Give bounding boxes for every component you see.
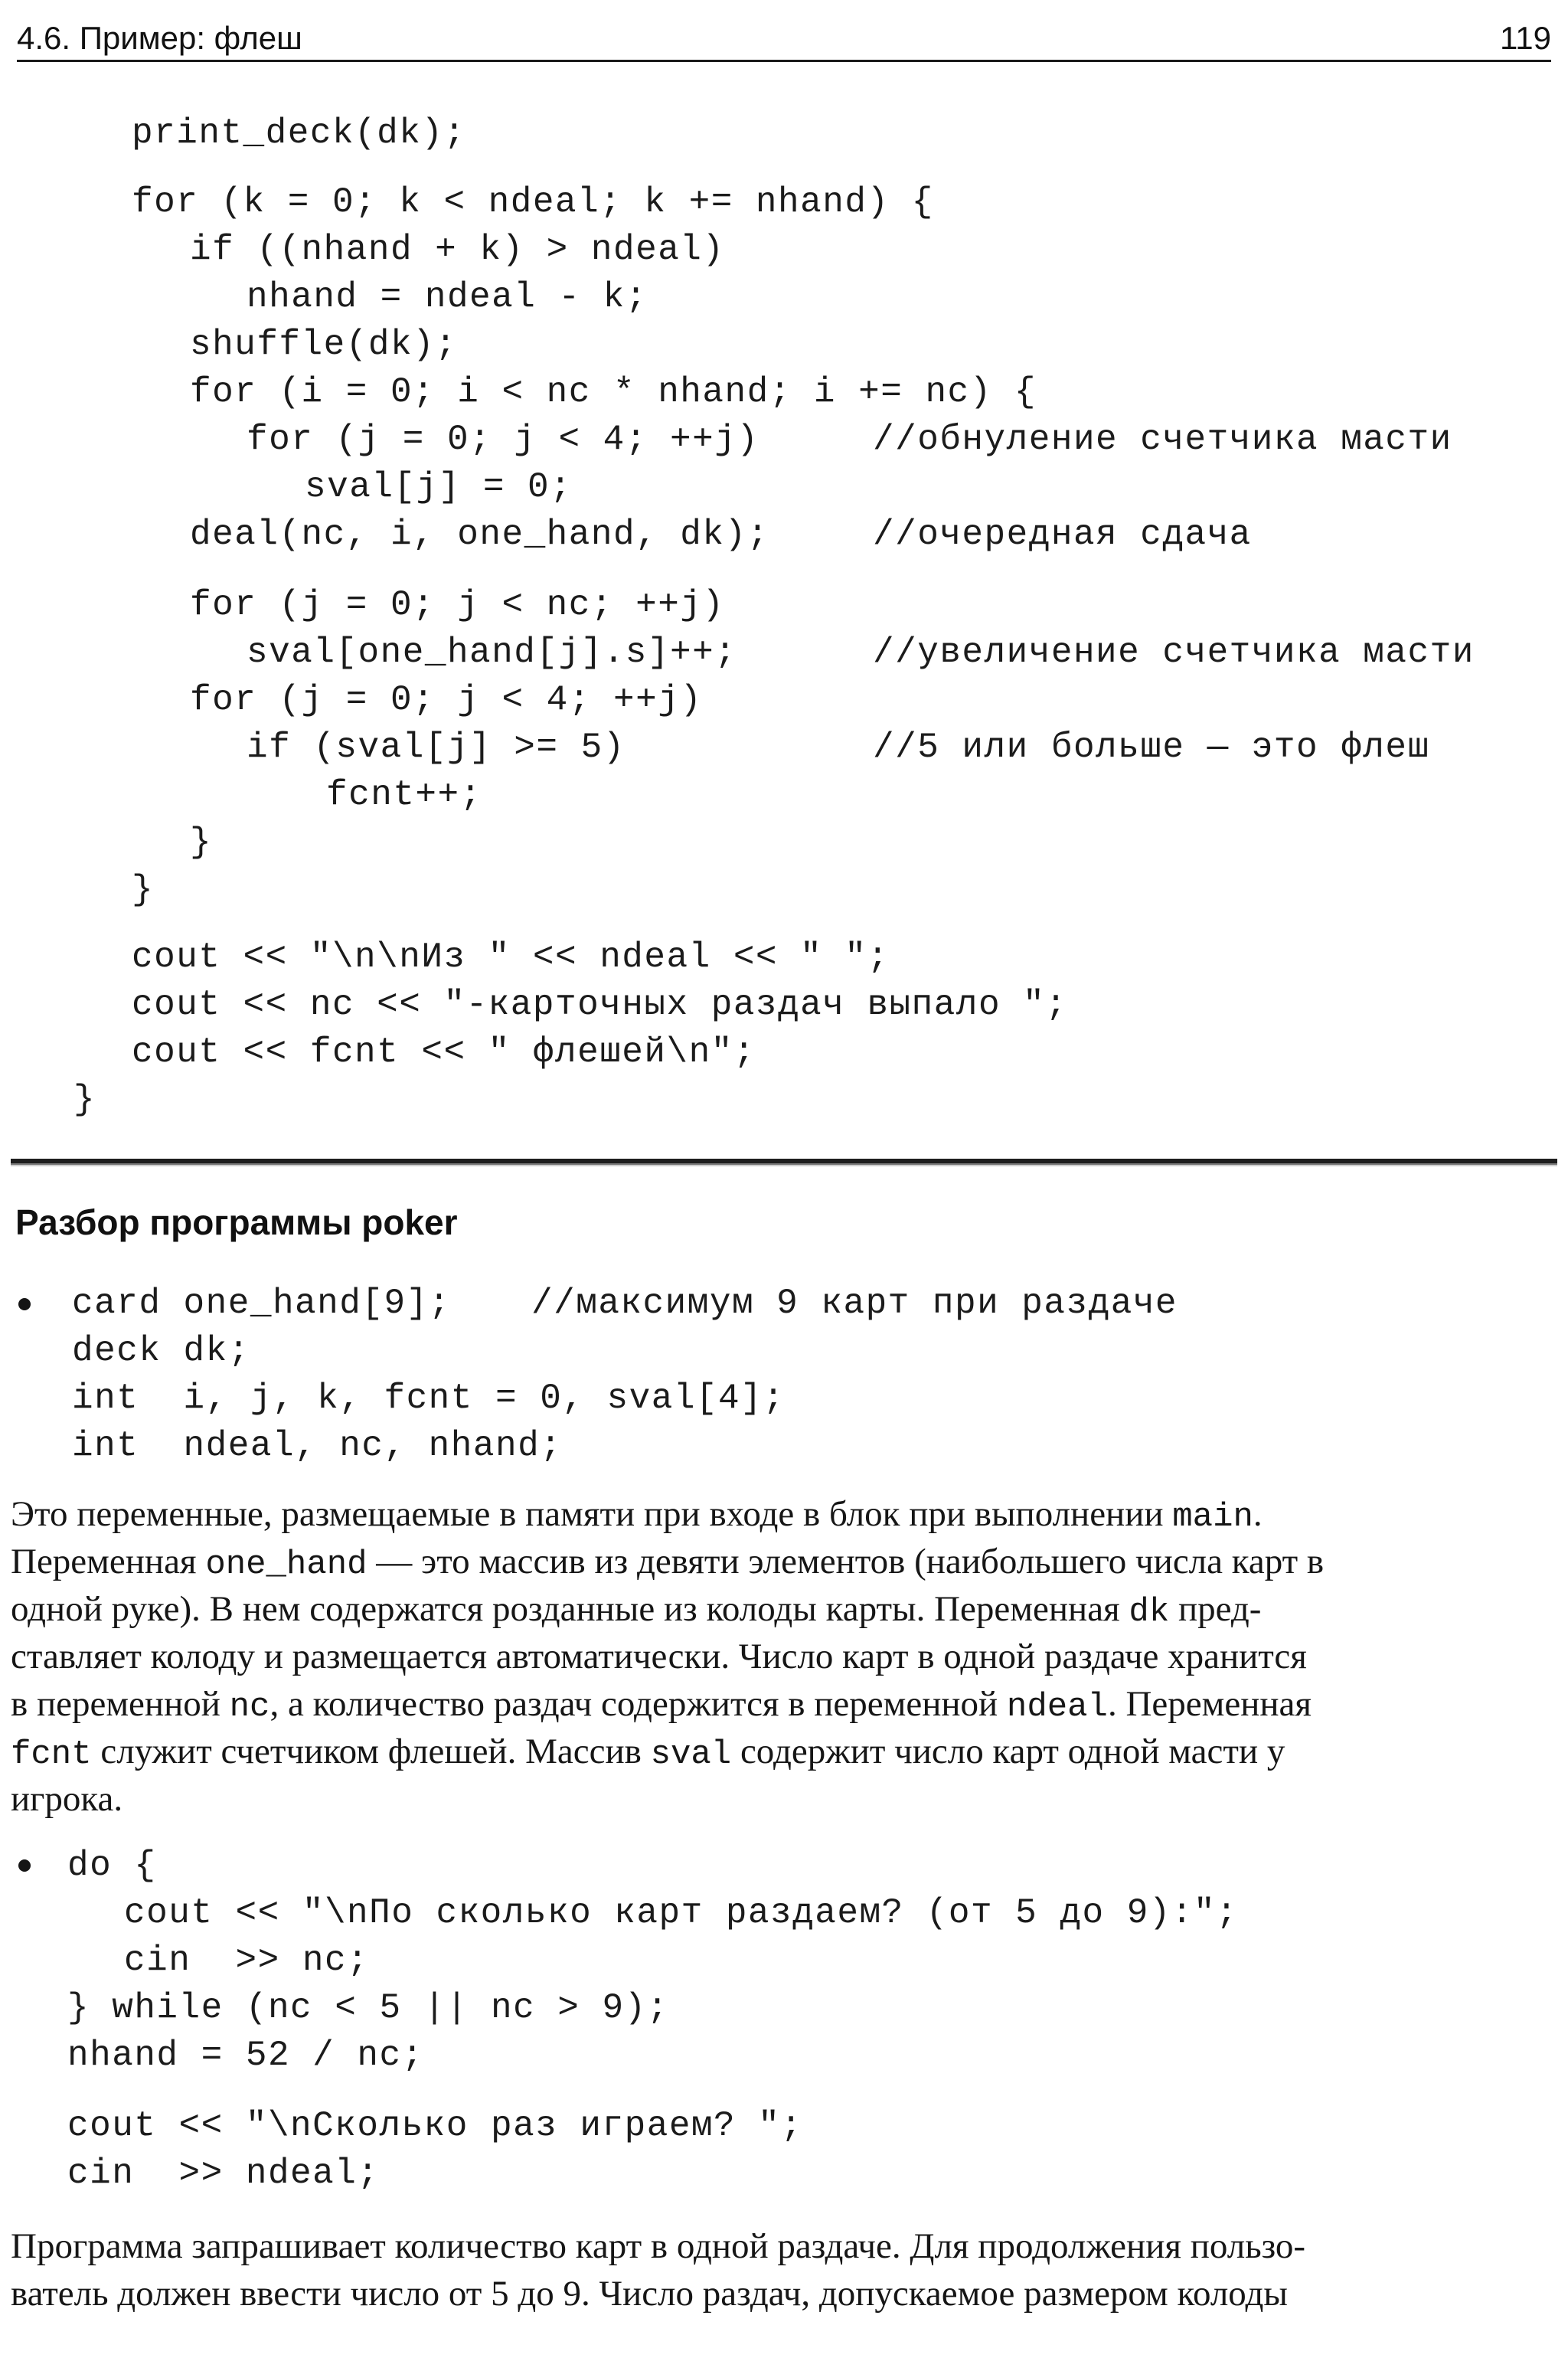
text-run: . — [1253, 1494, 1263, 1534]
inline-code: fcnt — [11, 1735, 92, 1774]
inline-code: nc — [229, 1688, 270, 1726]
text-run: Программа запрашивает количество карт в одной раздаче. Для продолжения пользо- — [11, 2226, 1306, 2266]
code-line: } — [190, 823, 213, 862]
text-run: . Переменная — [1107, 1684, 1312, 1724]
code-line: } — [74, 1080, 96, 1120]
text-run: Это переменные, размещаемые в памяти при входе в блок при выполнении — [11, 1494, 1173, 1534]
code-line: cout << "\n\nИз " << ndeal << " "; — [132, 937, 890, 977]
paragraph-line — [11, 1680, 1550, 1728]
text-run: содержит число карт одной масти у — [731, 1732, 1285, 1771]
section-divider — [11, 1159, 1557, 1166]
inline-code: ndeal — [1006, 1688, 1108, 1726]
code-line: fcnt++; — [326, 775, 482, 815]
text-run: Переменная — [11, 1542, 206, 1581]
code-comment: //увеличение счетчика масти — [873, 633, 1475, 672]
running-header — [17, 5, 1551, 62]
text-run: , а количество раздач содержится в переменной — [270, 1684, 1007, 1724]
code-comment: //максимум 9 карт при раздаче — [531, 1284, 1178, 1323]
code-comment: //обнуление счетчика масти — [873, 420, 1452, 459]
inline-code: main — [1172, 1498, 1253, 1536]
code-line: cin >> ndeal; — [67, 2154, 380, 2193]
paragraph-line — [11, 1585, 1550, 1633]
code-line: do { — [67, 1846, 157, 1885]
text-run: в переменной — [11, 1684, 230, 1724]
code-line: print_deck(dk); — [132, 113, 466, 153]
paragraph-line — [11, 1490, 1550, 1538]
paragraph-line — [11, 2222, 1550, 2270]
code-line: sval[one_hand[j].s]++; — [247, 633, 737, 672]
code-line: int ndeal, nc, nhand; — [72, 1426, 563, 1466]
section-title: 4.6. Пример: флеш — [17, 20, 302, 56]
code-line: deal(nc, i, one_hand, dk); — [190, 515, 769, 554]
text-run: одной руке). В нем содержатся розданные из колоды карты. Переменная — [11, 1589, 1129, 1629]
code-line: int i, j, k, fcnt = 0, sval[4]; — [72, 1378, 786, 1418]
inline-code: one_hand — [205, 1545, 368, 1584]
code-line: for (j = 0; j < 4; ++j) — [247, 420, 760, 459]
code-line: deck dk; — [72, 1331, 250, 1371]
paragraph-input-description — [11, 2222, 1550, 2317]
paragraph-line — [11, 1728, 1550, 1775]
text-run: игрока. — [11, 1779, 123, 1819]
code-line: cin >> nc; — [124, 1941, 370, 1980]
section-heading: Разбор программы poker — [15, 1202, 458, 1242]
code-line: } — [132, 870, 155, 910]
paragraph-line — [11, 1538, 1550, 1585]
code-comment: //очередная сдача — [873, 515, 1252, 554]
code-line: } while (nc < 5 || nc > 9); — [67, 1988, 669, 2028]
bullet-marker — [18, 1298, 31, 1310]
code-line: nhand = ndeal - k; — [247, 277, 648, 317]
code-line: cout << nc << "-карточных раздач выпало "; — [132, 985, 1068, 1025]
text-run: служит счетчиком флешей. Массив — [91, 1732, 651, 1771]
code-line: nhand = 52 / nc; — [67, 2036, 424, 2075]
page-number: 119 — [1500, 20, 1551, 56]
code-line: for (j = 0; j < nc; ++j) — [190, 585, 725, 625]
text-run: — это массив из девяти элементов (наибольшего числа карт в — [367, 1542, 1325, 1581]
code-line: cout << fcnt << " флешей\n"; — [132, 1032, 756, 1072]
code-line: cout << "\nСколько раз играем? "; — [67, 2106, 803, 2146]
paragraph-line — [11, 2270, 1550, 2317]
code-line: cout << "\nПо сколько карт раздаем? (от 5 до 9):"; — [124, 1893, 1239, 1933]
code-line: card one_hand[9]; — [72, 1284, 451, 1323]
bullet-marker — [18, 1859, 31, 1872]
code-line: if ((nhand + k) > ndeal) — [190, 230, 725, 270]
paragraph-line — [11, 1633, 1550, 1680]
text-run: ватель должен ввести число от 5 до 9. Число раздач, допускаемое размером колоды — [11, 2274, 1288, 2314]
inline-code: dk — [1129, 1593, 1170, 1631]
code-line: for (k = 0; k < ndeal; k += nhand) { — [132, 182, 934, 222]
paragraph-line — [11, 1775, 1550, 1823]
code-line: for (i = 0; i < nc * nhand; i += nc) { — [190, 372, 1037, 412]
code-line: if (sval[j] >= 5) — [247, 728, 626, 767]
code-line: for (j = 0; j < 4; ++j) — [190, 680, 703, 720]
code-line: sval[j] = 0; — [305, 467, 573, 507]
text-run: пред- — [1169, 1589, 1262, 1629]
inline-code: sval — [650, 1735, 732, 1774]
paragraph-variables — [11, 1490, 1550, 1823]
code-comment: //5 или больше — это флеш — [873, 728, 1430, 767]
text-run: ставляет колоду и размещается автоматически. Число карт в одной раздаче хранится — [11, 1637, 1307, 1676]
code-line: shuffle(dk); — [190, 325, 458, 365]
